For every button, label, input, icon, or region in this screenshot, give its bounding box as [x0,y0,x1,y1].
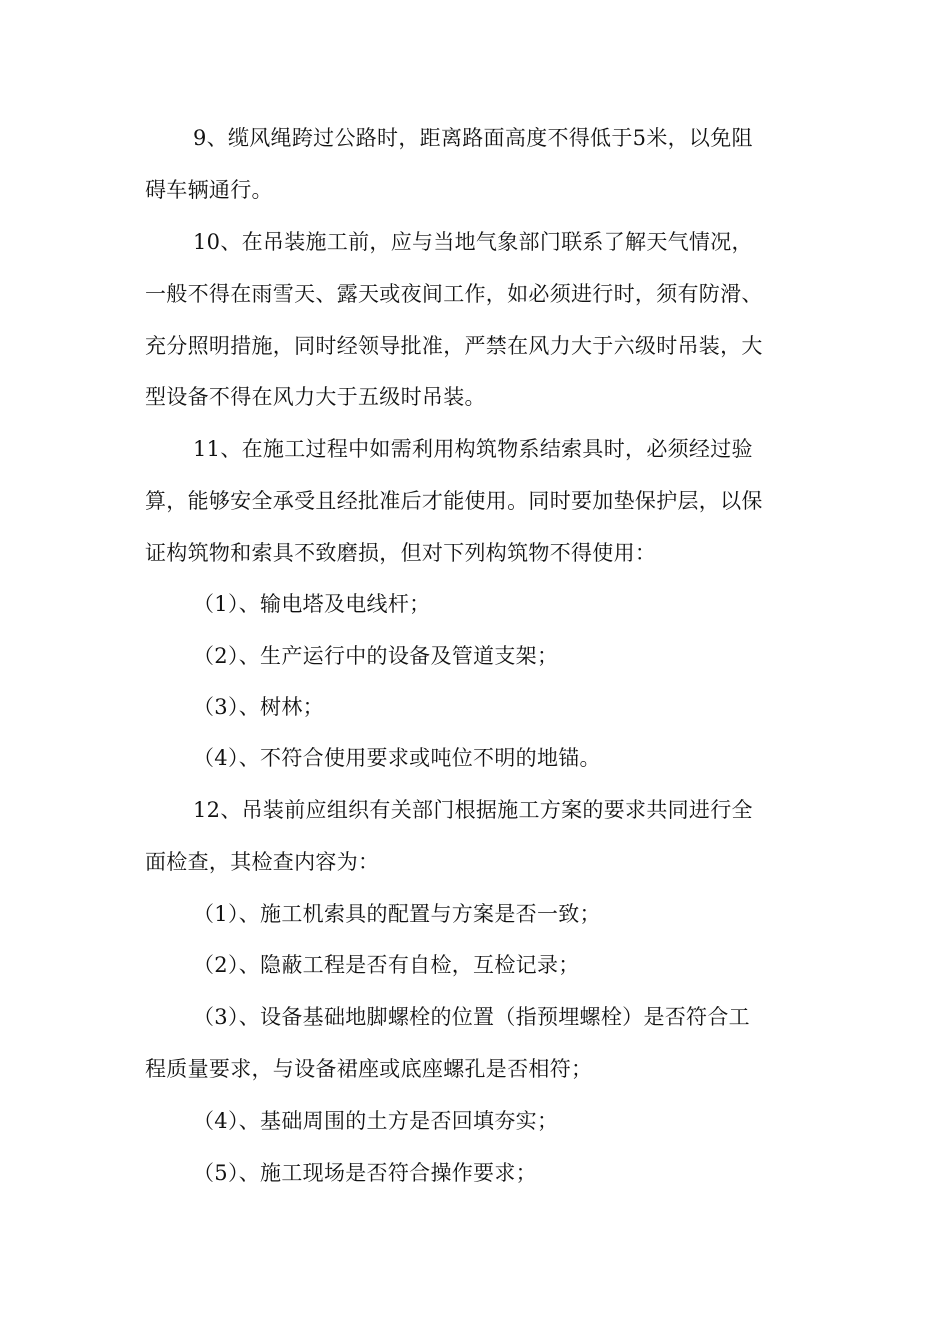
list-item-11-1: （1）、输电塔及电线杆； [193,592,431,616]
paragraph-12-line-2: 面检查，其检查内容为： [145,850,380,874]
list-item-12-2: （2）、隐蔽工程是否有自检，互检记录； [193,953,580,977]
paragraph-10-line-2: 一般不得在雨雪天、露天或夜间工作，如必须进行时，须有防滑、 [145,282,763,306]
list-item-11-2: （2）、生产运行中的设备及管道支架； [193,644,559,668]
list-item-12-4: （4）、基础周围的土方是否回填夯实； [193,1109,559,1133]
paragraph-9-line-2: 碍车辆通行。 [145,178,273,202]
paragraph-11-line-3: 证构筑物和索具不致磨损，但对下列构筑物不得使用： [145,541,657,565]
list-item-12-1: （1）、施工机索具的配置与方案是否一致； [193,902,601,926]
paragraph-10-line-4: 型设备不得在风力大于五级时吊装。 [145,385,486,409]
paragraph-11-line-1: 11、在施工过程中如需利用构筑物系结索具时，必须经过验 [193,437,753,461]
list-item-12-3-line-1: （3）、设备基础地脚螺栓的位置（指预埋螺栓）是否符合工 [193,1005,750,1029]
list-item-11-3: （3）、树林； [193,695,324,719]
paragraph-10-line-3: 充分照明措施，同时经领导批准，严禁在风力大于六级时吊装，大 [145,334,763,358]
list-item-12-3-line-2: 程质量要求，与设备裙座或底座螺孔是否相符； [145,1057,593,1081]
paragraph-11-line-2: 算，能够安全承受且经批准后才能使用。同时要加垫保护层，以保 [145,489,763,513]
paragraph-9-line-1: 9、缆风绳跨过公路时，距离路面高度不得低于5米，以免阻 [193,126,753,150]
paragraph-12-line-1: 12、吊装前应组织有关部门根据施工方案的要求共同进行全 [193,798,753,822]
list-item-11-4: （4）、不符合使用要求或吨位不明的地锚。 [193,746,601,770]
paragraph-10-line-1: 10、在吊装施工前，应与当地气象部门联系了解天气情况， [193,230,753,254]
list-item-12-5: （5）、施工现场是否符合操作要求； [193,1161,537,1185]
